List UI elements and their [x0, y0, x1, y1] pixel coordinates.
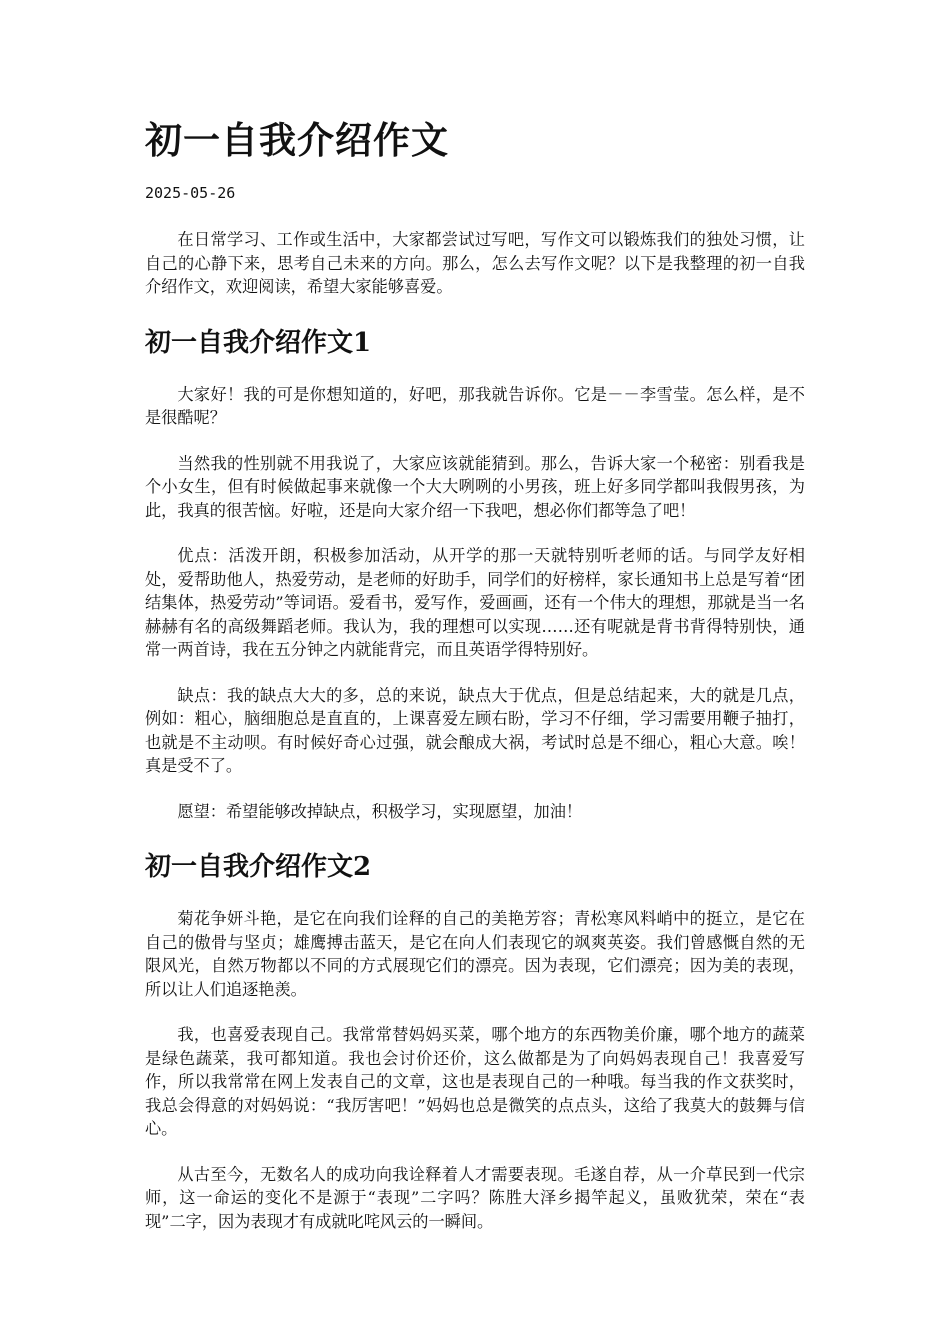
section-1-paragraph: 大家好！我的可是你想知道的，好吧，那我就告诉你。它是－－李雪莹。怎么样，是不是很酷呢？ [145, 384, 805, 427]
section-2-paragraph: 我，也喜爱表现自己。我常常替妈妈买菜，哪个地方的东西物美价廉，哪个地方的蔬菜是绿色蔬菜，我可都知道。我也会讨价还价，这么做都是为了向妈妈表现自己！我喜爱写作，所以我常常在网上发表自己的文章，这也是表现自己的一种哦。每当我的作文获奖时，我总会得意的对妈妈说：“我厉害吧！”妈妈也总是微笑的点点头，这给了我莫大的鼓舞与信心。 [145, 1025, 805, 1138]
section-1-paragraph: 愿望：希望能够改掉缺点，积极学习，实现愿望，加油！ [177, 801, 583, 821]
document-page [145, 112, 805, 1233]
section-1-paragraph: 当然我的性别就不用我说了，大家应该就能猜到。那么，告诉大家一个秘密：别看我是个小女生，但有时候做起事来就像一个大大咧咧的小男孩，班上好多同学都叫我假男孩，为此，我真的很苦恼。好啦，还是向大家介绍一下我吧，想必你们都等急了吧！ [145, 453, 805, 520]
section-2-paragraph: 从古至今，无数名人的成功向我诠释着人才需要表现。毛遂自荐，从一介草民到一代宗师，这一命运的变化不是源于“表现”二字吗？陈胜大泽乡揭竿起义，虽败犹荣，荣在“表现”二字，因为表现才有成就叱咤风云的一瞬间。 [145, 1164, 805, 1231]
intro-paragraph: 在日常学习、工作或生活中，大家都尝试过写吧，写作文可以锻炼我们的独处习惯，让自己的心静下来，思考自己未来的方向。那么，怎么去写作文呢？以下是我整理的初一自我介绍作文，欢迎阅读，希望大家能够喜爱。 [145, 230, 805, 296]
document-date: 2025-05-26 [145, 184, 236, 202]
section-2-paragraph: 菊花争妍斗艳，是它在向我们诠释的自己的美艳芳容；青松寒风料峭中的挺立，是它在自己的傲骨与坚贞；雄鹰搏击蓝天，是它在向人们表现它的飒爽英姿。我们曾感慨自然的无限风光，自然万物都以不同的方式展现它们的漂亮。因为表现，它们漂亮；因为美的表现，所以让人们追逐艳羡。 [145, 909, 805, 999]
section-heading-2: 初一自我介绍作文2 [145, 852, 372, 882]
section-1-paragraph: 优点：活泼开朗，积极参加活动，从开学的那一天就特别听老师的话。与同学友好相处，爱帮助他人，热爱劳动，是老师的好助手，同学们的好榜样，家长通知书上总是写着“团结集体，热爱劳动”等词语。爱看书，爱写作，爱画画，还有一个伟大的理想，那就是当一名赫赫有名的高级舞蹈老师。我认为，我的理想可以实现……还有呢就是背书背得特别快，通常一两首诗，我在五分钟之内就能背完，而且英语学得特别好。 [145, 546, 805, 659]
section-heading-1: 初一自我介绍作文1 [145, 327, 372, 358]
section-1-paragraph: 缺点：我的缺点大大的多，总的来说，缺点大于优点，但是总结起来，大的就是几点，例如：粗心，脑细胞总是直直的，上课喜爱左顾右盼，学习不仔细，学习需要用鞭子抽打，也就是不主动呗。有时候好奇心过强，就会酿成大祸，考试时总是不细心，粗心大意。唉！真是受不了。 [145, 685, 805, 775]
document-title: 初一自我介绍作文 [145, 118, 449, 162]
